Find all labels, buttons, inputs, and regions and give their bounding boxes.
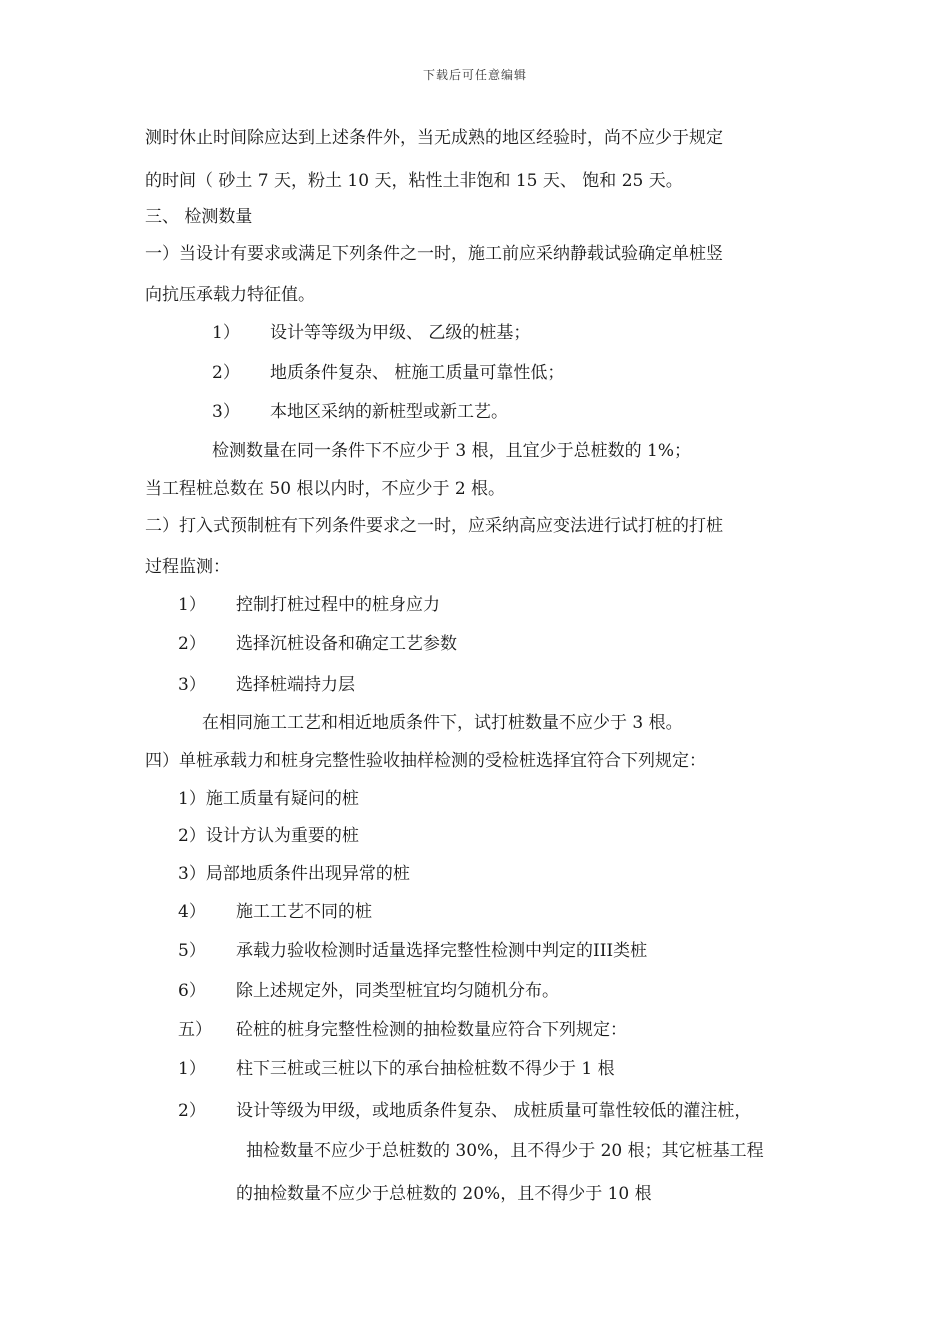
line-text: 三、 检测数量 [145, 207, 253, 227]
list-item [178, 901, 372, 923]
list-item-text: 柱下三桩或三桩以下的承台抽检桩数不得少于 1 根 [236, 1059, 615, 1079]
list-item-text: 3）局部地质条件出现异常的桩 [178, 864, 410, 884]
list-item [178, 788, 359, 810]
paragraph-line [145, 284, 315, 306]
line-text: 二）打入式预制桩有下列条件要求之一时，应采纳高应变法进行试打桩的打桩 [145, 516, 723, 536]
list-item-number: 3） [178, 675, 206, 695]
paragraph-line [236, 1183, 652, 1205]
list-item-text: 2）设计方认为重要的桩 [178, 826, 359, 846]
line-text: 一）当设计有要求或满足下列条件之一时，施工前应采纳静载试验确定单桩竖 [145, 244, 723, 264]
line-text: 测时休止时间除应达到上述条件外，当无成熟的地区经验时，尚不应少于规定 [145, 128, 723, 148]
line-text: 抽检数量不应少于总桩数的 30%，且不得少于 20 根；其它桩基工程 [246, 1141, 764, 1161]
list-item-number: 1） [178, 1059, 206, 1079]
list-item-number: 1） [178, 595, 206, 615]
list-item [212, 401, 508, 423]
line-text: 的时间（ 砂土 7 天，粉土 10 天，粘性土非饱和 15 天、 饱和 25 天。 [145, 171, 683, 191]
list-item-number: 2） [178, 634, 206, 654]
list-item-text: 除上述规定外，同类型桩宜均匀随机分布。 [236, 981, 559, 1001]
list-item-number: 5） [178, 941, 206, 961]
paragraph-line [145, 556, 230, 578]
list-item [212, 362, 564, 384]
list-item-text: 1）施工质量有疑问的桩 [178, 789, 359, 809]
list-item [178, 1100, 751, 1122]
list-item-text: 选择沉桩设备和确定工艺参数 [236, 634, 457, 654]
section-heading [178, 1019, 627, 1041]
paragraph-line [202, 712, 683, 734]
paragraph-line [145, 127, 723, 149]
line-text: 检测数量在同一条件下不应少于 3 根，且宜少于总桩数的 1%； [212, 441, 691, 461]
list-item-number: 1） [212, 323, 240, 343]
list-item-text: 控制打桩过程中的桩身应力 [236, 595, 440, 615]
list-item-text: 承载力验收检测时适量选择完整性检测中判定的III类桩 [236, 941, 648, 961]
line-text: 当工程桩总数在 50 根以内时，不应少于 2 根。 [145, 479, 506, 499]
list-item-text: 地质条件复杂、 桩施工质量可靠性低； [270, 363, 565, 383]
list-item-number: 2） [212, 363, 240, 383]
paragraph-line [145, 478, 505, 500]
line-text: 在相同施工工艺和相近地质条件下，试打桩数量不应少于 3 根。 [202, 713, 683, 733]
list-item [212, 322, 530, 344]
list-item-number: 2） [178, 1101, 206, 1121]
list-item-text: 设计等等级为甲级、 乙级的桩基； [270, 323, 531, 343]
list-item-text: 本地区采纳的新桩型或新工艺。 [270, 402, 508, 422]
list-item [178, 980, 559, 1002]
page-header: 下载后可任意编辑 [422, 68, 527, 82]
line-text: 的抽检数量不应少于总桩数的 20%，且不得少于 10 根 [236, 1184, 652, 1204]
list-item-number: 4） [178, 902, 206, 922]
paragraph-line [145, 750, 706, 772]
paragraph-line [246, 1140, 764, 1162]
list-item [178, 940, 647, 962]
list-item-text: 砼桩的桩身完整性检测的抽检数量应符合下列规定： [236, 1020, 627, 1040]
list-item [178, 594, 440, 616]
list-item-text: 施工工艺不同的桩 [236, 902, 372, 922]
paragraph-line [145, 515, 723, 537]
paragraph-line [145, 170, 683, 192]
list-item [178, 863, 410, 885]
list-item-number: 五） [178, 1020, 212, 1040]
line-text: 四）单桩承载力和桩身完整性验收抽样检测的受检桩选择宜符合下列规定： [145, 751, 706, 771]
list-item [178, 674, 355, 696]
line-text: 向抗压承载力特征值。 [145, 285, 315, 305]
list-item [178, 1058, 615, 1080]
list-item-text: 设计等级为甲级，或地质条件复杂、 成桩质量可靠性较低的灌注桩， [236, 1101, 752, 1121]
list-item [178, 633, 457, 655]
line-text: 过程监测： [145, 557, 230, 577]
paragraph-line [145, 243, 723, 265]
paragraph-line [212, 440, 691, 462]
section-heading [145, 206, 252, 228]
list-item-number: 3） [212, 402, 240, 422]
list-item-number: 6） [178, 981, 206, 1001]
list-item [178, 825, 359, 847]
list-item-text: 选择桩端持力层 [236, 675, 355, 695]
